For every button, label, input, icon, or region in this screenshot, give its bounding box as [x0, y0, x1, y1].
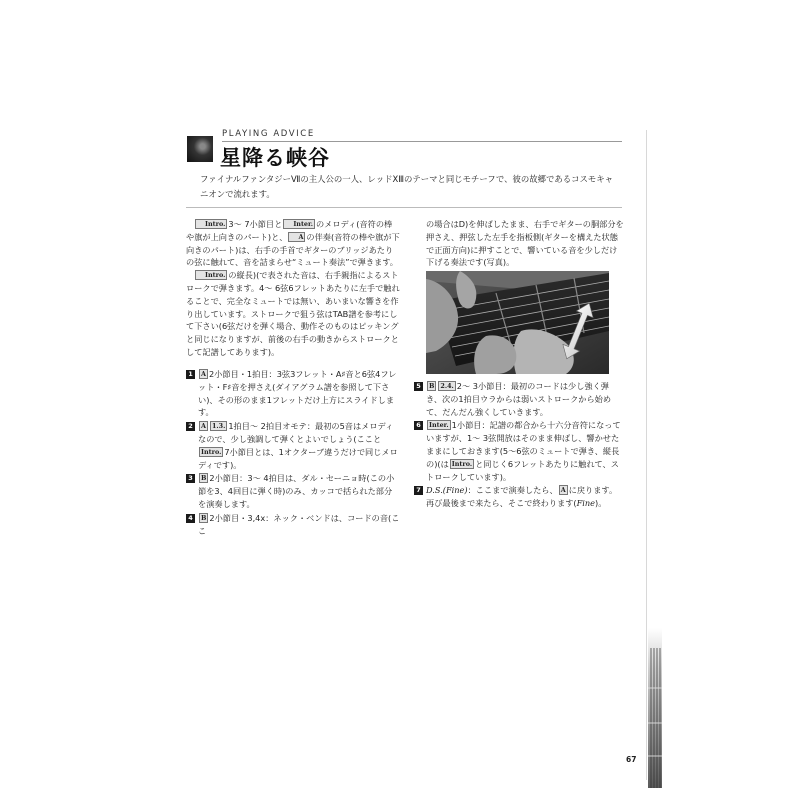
fine-marking: Fine — [576, 498, 595, 509]
tag-intro: Intro. — [201, 447, 222, 456]
intro-divider — [186, 207, 622, 208]
ds-fine-marking: D.S.(Fine) — [426, 485, 468, 496]
page-margin-line — [646, 130, 647, 780]
tag-b: B — [429, 382, 435, 390]
guitar-neck-bend-photo — [426, 271, 609, 374]
note-4: 4 B 2小節目・3,4x：ネック・ベンドは、コードの音(ここ — [186, 512, 400, 538]
tag-inter: Inter. — [283, 219, 315, 229]
tag-ending: 1.3. — [211, 422, 226, 431]
note-3: 3 B 2小節目：3〜 4拍目は、ダル・セーニョ時(この小節を3、4回目に弾く時)のみ、カッコで括られた部分を演奏します。 — [186, 472, 400, 510]
right-column — [426, 218, 624, 269]
tag-a: A — [560, 486, 566, 495]
tag-inter: Inter. — [429, 421, 449, 430]
section-icon — [187, 136, 213, 162]
note-number: 1 — [186, 370, 195, 379]
note-number: 6 — [414, 421, 423, 430]
note-number: 7 — [414, 486, 423, 495]
tag-intro: Intro. — [451, 459, 473, 468]
tag-a: A — [288, 232, 305, 242]
guitar-strip-decoration — [648, 628, 662, 788]
note-5: 5 B 2.4. 2〜 3小節目：最初のコードは少し強く弾き、次の1拍目ウラからは弱いストロークから始めて、だんだん強くしていきます。 — [414, 380, 622, 418]
paragraph-neck-bend: の場合はD)を伸ばしたまま、右手でギターの胴部分を押さえ、押弦した左手を指板側(ギターを構えた状態で正面方向)に押すことで、響いている音を少しだけ下げる奏法です(写真)。 — [426, 219, 624, 268]
note-number: 2 — [186, 422, 195, 431]
note-7: 7 D.S.(Fine)：ここまで演奏したら、 A に戻ります。再び最後まで来たら、そこで終わります(Fine)。 — [414, 484, 622, 510]
photo-illustration — [426, 271, 609, 374]
tag-a: A — [201, 370, 206, 378]
notes-left — [186, 368, 400, 538]
page-number: 67 — [626, 755, 637, 764]
note-number: 4 — [186, 514, 195, 523]
notes-right — [414, 380, 622, 511]
note-number: 3 — [186, 474, 195, 483]
page-title: 星降る峡谷 — [220, 146, 330, 170]
tag-ending: 2.4. — [440, 382, 454, 390]
note-number: 5 — [414, 382, 423, 391]
note-1: 1 A 2小節目・1拍目：3弦3フレット・A♯音と6弦4フレット・F♯音を押さえ(ダイアグラム譜を参照して下さい)、その形のまま1フレットだけ上方にスライドします。 — [186, 368, 400, 419]
left-column — [186, 218, 400, 359]
tag-b: B — [201, 513, 207, 522]
tag-intro: Intro. — [195, 219, 227, 229]
paragraph-stroke: Intro. の縦長)(で表された音は、右手親指によるストロークで弾きます。4〜 6弦6フレットあたりに左手で触れることで、完全なミュートでは無い、あいまいな響きを作り出しています。ストロークで狙う弦はTAB譜を参考にして下さい(6弦だけを弾く場合、動作そのものはピッキングと同じになりますが、前後の右手の動きからストロークとして記譜してあります)。 — [186, 270, 400, 357]
tag-b: B — [201, 474, 207, 483]
note-6: 6 Inter. 1小節目：記譜の都合から十六分音符になっていますが、1〜 3弦開放はそのまま伸ばし、響かせたままにしておきます(5〜6弦のミュートで弾き、縦長の)(は Intro. と同じく6フレットあたりに触れて、ストロークしています)。 — [414, 419, 622, 483]
tag-intro: Intro. — [195, 270, 227, 280]
tag-a: A — [201, 422, 206, 431]
intro-text: ファイナルファンタジーⅦの主人公の一人、レッドⅩⅢのテーマと同じモチーフで、彼の故郷であるコスモキャニオンで流れます。 — [200, 174, 613, 199]
section-label: PLAYING ADVICE — [222, 129, 315, 139]
paragraph-muting: Intro. 3〜 7小節目と Inter. のメロディ(音符の棒や旗が上向きのパート)と、 A の伴奏(音符の棒や旗が下向きのパート)は、右手の手首でギターのブリッジあたりの弦に触れて、音を詰まらせ“ミュート奏法”で弾きます。 — [186, 219, 400, 268]
note-2: 2 A 1.3. 1拍目〜 2拍目オモテ：最初の5音はメロディなので、少し強調して弾くとよいでしょう(こことIntro. 7小節目とは、1オクターブ違うだけで同じメロディです)。 — [186, 420, 400, 471]
